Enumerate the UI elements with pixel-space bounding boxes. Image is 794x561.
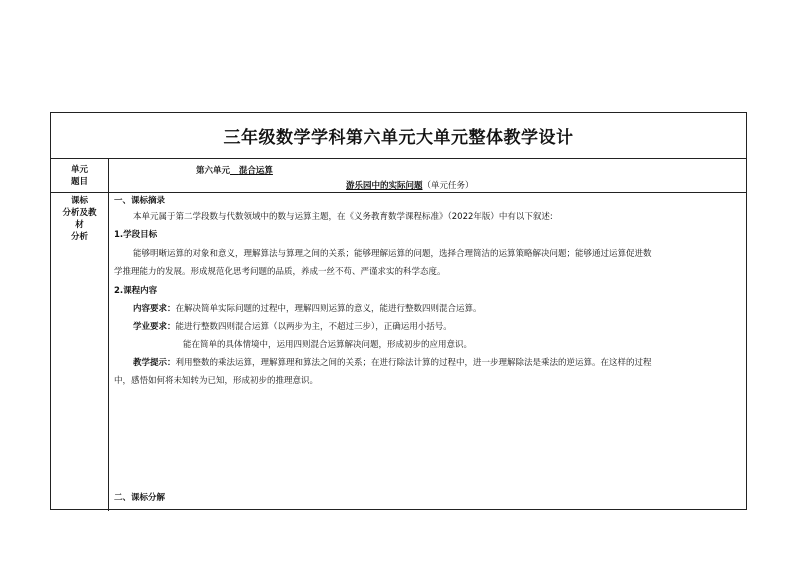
hint-label: 教学提示： — [133, 358, 176, 368]
section1-heading: 一、课标摘录 — [114, 196, 166, 206]
unit-name-line — [196, 164, 273, 176]
academic-req-text-2: 能在简单的具体情境中，运用四则混合运算解决问题，形成初步的应用意识。 — [183, 340, 473, 350]
unit-label-line1: 单元 — [70, 164, 88, 175]
goal-heading: 1.学段目标 — [114, 230, 158, 240]
analysis-row — [51, 193, 746, 511]
lesson-plan-table — [50, 112, 747, 510]
academic-req-text-1: 能进行整数四则混合运算（以两步为主，不超过三步），正确运用小括号。 — [175, 322, 452, 332]
unit-label-line2: 题目 — [70, 176, 88, 187]
academic-requirement — [114, 320, 740, 334]
unit-title-label-cell — [51, 159, 109, 192]
content-heading: 2.课程内容 — [114, 286, 158, 296]
analysis-label-cell — [51, 193, 109, 511]
teaching-hint — [114, 356, 740, 370]
unit-task-line — [346, 179, 474, 191]
analysis-label-line2: 分析及教 — [62, 208, 97, 218]
analysis-content-cell — [109, 193, 746, 511]
unit-title-row — [51, 159, 746, 193]
section2-heading: 二、课标分解 — [114, 493, 166, 503]
content-req-text: 在解决简单实际问题的过程中，理解四则运算的意义，能进行整数四则混合运算。 — [175, 304, 482, 314]
academic-req-label: 学业要求： — [133, 322, 176, 332]
goal-text-line2: 学推理能力的发展。形成规范化思考问题的品质，养成一丝不苟、严谨求实的科学态度。 — [114, 267, 446, 277]
hint-text-2: 中，感悟如何将未知转为已知，形成初步的推理意识。 — [114, 376, 319, 386]
intro-paragraph: 本单元属于第二学段数与代数领域中的数与运算主题，在《义务教育数学课程标准》（2022年版）中有以下叙述: — [133, 212, 553, 222]
analysis-label-line4: 分析 — [70, 232, 88, 242]
title-row — [51, 113, 746, 159]
document-title: 三年级数学学科第六单元大单元整体教学设计 — [223, 128, 574, 148]
content-requirement — [114, 302, 740, 316]
goal-text-line1: 能够明晰运算的对象和意义，理解算法与算理之间的关系；能够理解运算的问题，选择合理简洁的运算策略解决问题；能够通过运算促进数 — [133, 249, 652, 259]
analysis-label-line3: 材 — [75, 220, 84, 230]
unit-task-suffix: （单元任务） — [422, 181, 474, 191]
unit-name: 混合运算 — [238, 166, 273, 176]
unit-prefix: 第六单元 — [196, 166, 231, 176]
analysis-label-line1: 课标 — [70, 196, 88, 206]
content-req-label: 内容要求： — [133, 304, 176, 314]
unit-task-title: 游乐园中的实际问题 — [346, 181, 423, 191]
hint-text-1: 利用整数的乘法运算，理解算理和算法之间的关系；在进行除法计算的过程中，进一步理解除法是乘法的逆运算。在这样的过程 — [175, 358, 652, 368]
